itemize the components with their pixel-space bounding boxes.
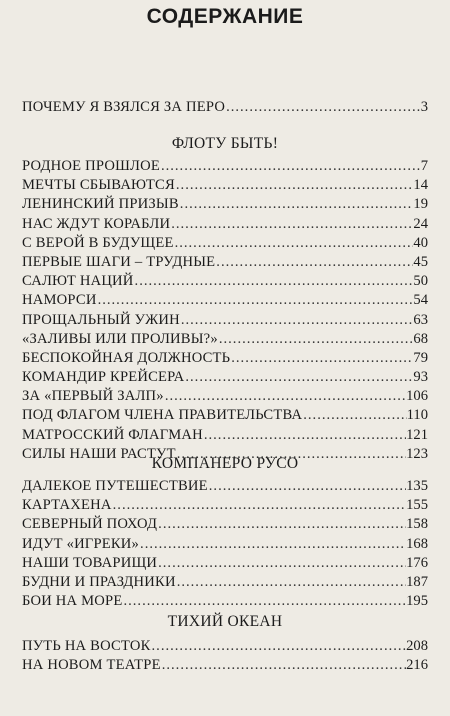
entry-title: ПОЧЕМУ Я ВЗЯЛСЯ ЗА ПЕРО <box>22 99 226 115</box>
entry-page: 40 <box>413 234 428 251</box>
entry-page: 68 <box>413 330 428 347</box>
toc-entry <box>22 477 428 496</box>
entry-page: 14 <box>413 177 428 194</box>
section-heading: КОМПАНЕРО РУСО <box>151 455 299 472</box>
toc-entry <box>22 387 428 406</box>
intro-block <box>22 98 428 117</box>
entry-title: НАШИ ТОВАРИЩИ <box>22 554 158 571</box>
entry-page: 176 <box>406 554 428 571</box>
toc-entry <box>22 656 428 675</box>
entry-page: 45 <box>413 253 428 270</box>
toc-entry <box>22 535 428 554</box>
leader-dots <box>161 656 406 675</box>
entry-title: НАС ЖДУТ КОРАБЛИ <box>22 215 171 232</box>
leader-dots <box>112 496 406 515</box>
section-block <box>22 455 428 611</box>
toc-entry <box>22 515 428 534</box>
leader-dots <box>208 477 406 496</box>
toc-entry <box>22 215 428 234</box>
toc-entry <box>22 406 428 425</box>
entry-title: ИДУТ «ИГРЕКИ» <box>22 535 140 552</box>
toc-entry <box>22 330 428 349</box>
toc-entry <box>22 573 428 592</box>
entry-title: СИЛЫ НАШИ РАСТУТ <box>22 445 176 462</box>
leader-dots <box>203 426 406 445</box>
toc-entry <box>22 291 428 310</box>
entry-title: КОМАНДИР КРЕЙСЕРА <box>22 369 185 386</box>
section-entries <box>22 157 428 464</box>
entry-title: «ЗАЛИВЫ ИЛИ ПРОЛИВЫ?» <box>22 330 218 347</box>
entry-title: ПРОЩАЛЬНЫЙ УЖИН <box>22 311 180 328</box>
toc-entry <box>22 253 428 272</box>
entry-page: 110 <box>406 407 428 424</box>
entry-page: 216 <box>406 657 428 674</box>
toc-entry <box>22 195 428 214</box>
entry-title: ЛЕНИНСКИЙ ПРИЗЫВ <box>22 196 179 213</box>
toc-entry <box>22 349 428 368</box>
toc-entry <box>22 176 428 195</box>
leader-dots <box>164 387 406 406</box>
entry-title: НАМОРСИ <box>22 292 97 309</box>
toc-entry <box>22 637 428 656</box>
entry-title: МАТРОССКИЙ ФЛАГМАН <box>22 426 203 443</box>
entry-title: БУДНИ И ПРАЗДНИКИ <box>22 573 176 590</box>
section-block <box>22 135 428 464</box>
entry-title: БЕСПОКОЙНАЯ ДОЛЖНОСТЬ <box>22 349 231 366</box>
entry-title: С ВЕРОЙ В БУДУЩЕЕ <box>22 234 174 251</box>
leader-dots <box>97 291 414 310</box>
section-heading: ТИХИЙ ОКЕАН <box>167 613 283 630</box>
leader-dots <box>215 253 413 272</box>
entry-page: 187 <box>406 573 428 590</box>
leader-dots <box>176 573 406 592</box>
toc-entry <box>22 234 428 253</box>
toc-entry <box>22 272 428 291</box>
entry-page: 123 <box>406 445 428 462</box>
leader-dots <box>225 98 421 117</box>
entry-page: 168 <box>406 535 428 552</box>
leader-dots <box>174 234 414 253</box>
entry-page: 155 <box>406 497 428 514</box>
leader-dots <box>170 215 413 234</box>
leader-dots <box>134 272 414 291</box>
leader-dots <box>175 176 414 195</box>
entry-page: 208 <box>406 638 428 654</box>
toc-entry <box>22 98 428 117</box>
leader-dots <box>179 195 414 214</box>
entry-title: НА НОВОМ ТЕАТРЕ <box>22 657 161 674</box>
section-heading: ФЛОТУ БЫТЬ! <box>171 135 279 152</box>
section-entries <box>22 637 428 675</box>
entry-title: ПОД ФЛАГОМ ЧЛЕНА ПРАВИТЕЛЬСТВА <box>22 407 303 424</box>
page-title: СОДЕРЖАНИЕ <box>146 5 304 28</box>
leader-dots <box>139 535 406 554</box>
entry-page: 121 <box>406 426 428 443</box>
leader-dots <box>180 311 414 330</box>
entry-page: 24 <box>413 215 428 232</box>
entry-page: 79 <box>413 349 428 366</box>
leader-dots <box>218 330 414 349</box>
entry-page: 93 <box>413 369 428 386</box>
entry-title: САЛЮТ НАЦИЙ <box>22 273 134 290</box>
leader-dots <box>160 157 421 176</box>
entry-title: ЗА «ПЕРВЫЙ ЗАЛП» <box>22 388 164 405</box>
toc-entry <box>22 368 428 387</box>
entry-title: ПУТЬ НА ВОСТОК <box>22 638 151 654</box>
entry-page: 3 <box>420 99 428 115</box>
entry-page: 50 <box>413 273 428 290</box>
entry-title: КАРТАХЕНА <box>22 497 112 514</box>
entry-page: 63 <box>413 311 428 328</box>
entry-title: МЕЧТЫ СБЫВАЮТСЯ <box>22 177 175 194</box>
toc-entry <box>22 311 428 330</box>
entry-title: ДАЛЕКОЕ ПУТЕШЕСТВИЕ <box>22 478 208 494</box>
entry-title: БОИ НА МОРЕ <box>22 593 123 610</box>
section-entries <box>22 477 428 611</box>
leader-dots <box>184 368 413 387</box>
entry-page: 7 <box>420 158 428 174</box>
entry-page: 195 <box>406 593 428 610</box>
entry-title: РОДНОЕ ПРОШЛОЕ <box>22 158 160 174</box>
entry-page: 106 <box>406 388 428 405</box>
leader-dots <box>230 349 413 368</box>
entry-page: 135 <box>406 478 428 494</box>
toc-entry <box>22 496 428 515</box>
entry-title: ПЕРВЫЕ ШАГИ – ТРУДНЫЕ <box>22 253 216 270</box>
entry-page: 158 <box>406 516 428 533</box>
toc-entry <box>22 157 428 176</box>
leader-dots <box>151 637 407 656</box>
toc-entry <box>22 426 428 445</box>
leader-dots <box>302 406 406 425</box>
entry-title: СЕВЕРНЫЙ ПОХОД <box>22 516 158 533</box>
leader-dots <box>157 554 406 573</box>
section-block <box>22 613 428 675</box>
entry-page: 54 <box>413 292 428 309</box>
entry-page: 19 <box>413 196 428 213</box>
toc-entry <box>22 592 428 611</box>
leader-dots <box>157 515 406 534</box>
toc-entry <box>22 554 428 573</box>
leader-dots <box>122 592 406 611</box>
